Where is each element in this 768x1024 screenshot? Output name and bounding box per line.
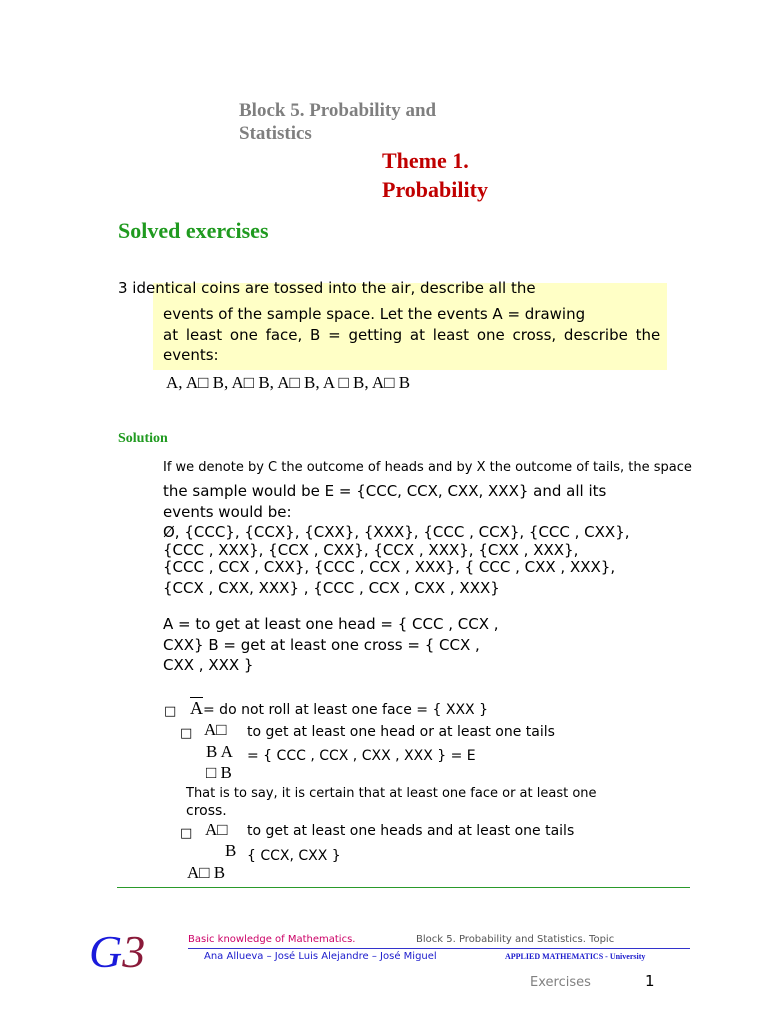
intersection-symbol-2: B (225, 841, 237, 860)
block-title-line1: Block 5. Probability and (239, 100, 437, 121)
theme-title-line1: Theme 1. (382, 148, 469, 173)
footer-exercises-label: Exercises (530, 975, 591, 990)
bullet-glyph: □ (164, 704, 177, 719)
footer-applied: APPLIED MATHEMATICS - University (505, 952, 646, 961)
events-line1: Ø, {CCC}, {CCX}, {CXX}, {XXX}, {CCC , CCX}, {CCC , CXX}, (163, 523, 630, 541)
exercise-line4: events: (163, 346, 219, 364)
events-expression: A, A□ B, A□ B, A□ B, A □ B, A□ B (166, 373, 411, 392)
block-title-line2: Statistics (239, 123, 312, 144)
solution-title: Solution (118, 431, 168, 446)
page-number: 1 (645, 972, 655, 990)
bullet-glyph: □ (180, 826, 193, 841)
footer-course: Basic knowledge of Mathematics. (188, 934, 356, 945)
content-divider (117, 887, 690, 888)
theme-title-line2: Probability (382, 177, 488, 202)
intersection-symbol-3: A□ B (187, 863, 226, 882)
union-symbol-1: A□ (204, 720, 227, 739)
union-equation: = { CCC , CCX , CXX , XXX } = E (247, 748, 476, 764)
bullet-glyph: □ (180, 726, 193, 741)
logo-3: 3 (122, 926, 146, 977)
certain-line2: cross. (186, 803, 227, 819)
certain-line1: That is to say, it is certain that at least one face or at least one (186, 786, 597, 801)
exercise-line3: at least one face, B = getting at least one cross, describe the (163, 326, 661, 344)
intersection-symbol-1: A□ (205, 820, 228, 839)
exercise-line2: events of the sample space. Let the events A = drawing (163, 305, 586, 323)
logo-g: G (89, 926, 123, 977)
sample-line1: the sample would be E = {CCC, CCX, CXX, XXX} and all its (163, 482, 607, 500)
intersection-equation: { CCX, CXX } (247, 848, 341, 864)
a-complement-symbol: $\overline{A}$ (190, 698, 203, 718)
union-text: to get at least one head or at least one tails (247, 724, 555, 740)
sample-line2: events would be: (163, 503, 292, 521)
g3-logo (89, 925, 145, 978)
exercise-line1: 3 identical coins are tossed into the air, describe all the (118, 279, 536, 297)
intersection-text: to get at least one heads and at least one tails (247, 823, 575, 839)
footer-divider (188, 948, 690, 949)
footer-authors: Ana Allueva – José Luis Alejandre – José Miguel (204, 951, 437, 962)
solution-intro: If we denote by C the outcome of heads and by X the outcome of tails, the space (163, 460, 692, 475)
union-symbol-3: □ B (206, 763, 232, 782)
definition-line2: CXX} B = get at least one cross = { CCX , (163, 636, 480, 654)
definition-line1: A = to get at least one head = { CCC , CCX , (163, 615, 499, 633)
a-complement-text: = do not roll at least one face = { XXX } (203, 702, 488, 718)
events-line4: {CCX , CXX, XXX} , {CCC , CCX , CXX , XXX} (163, 579, 500, 597)
footer-block-topic: Block 5. Probability and Statistics. Topic (416, 934, 615, 945)
events-line3: {CCC , CCX , CXX}, {CCC , CCX , XXX}, { CCC , CXX , XXX}, (163, 558, 616, 576)
events-line2: {CCC , XXX}, {CCX , CXX}, {CCX , XXX}, {CXX , XXX}, (163, 541, 579, 559)
union-symbol-2: B A (206, 742, 233, 761)
section-title: Solved exercises (118, 218, 269, 243)
definition-line3: CXX , XXX } (163, 656, 254, 674)
